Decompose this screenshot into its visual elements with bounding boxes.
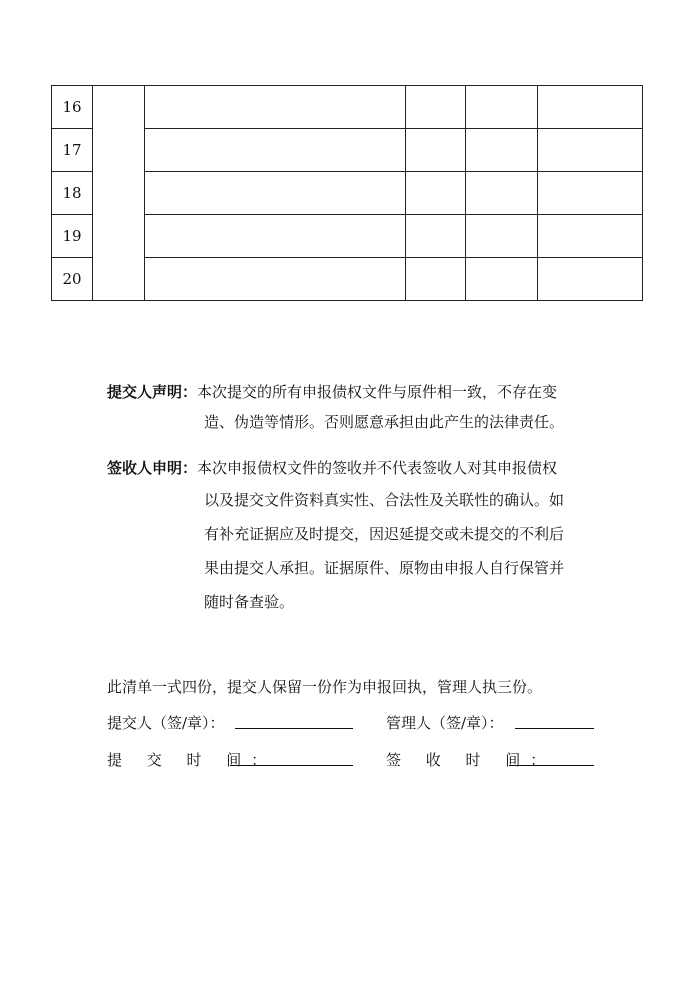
table-cell bbox=[145, 86, 406, 129]
statement-text: 以及提交文件资料真实性、合法性及关联性的确认。如 bbox=[204, 491, 565, 509]
row-number: 16 bbox=[52, 86, 93, 129]
table-cell bbox=[406, 129, 466, 172]
table-cell bbox=[538, 86, 643, 129]
table-cell bbox=[406, 258, 466, 301]
statement-text: 本次申报债权文件的签收并不代表签收人对其申报债权 bbox=[197, 459, 558, 477]
table-cell bbox=[406, 86, 466, 129]
submitter-signature-line[interactable] bbox=[235, 714, 353, 729]
statement-text: 有补充证据应及时提交，因迟延提交或未提交的不利后 bbox=[204, 525, 565, 543]
table-cell bbox=[538, 172, 643, 215]
statement-text: 果由提交人承担。证据原件、原物由申报人自行保管并 bbox=[204, 559, 565, 577]
table-cell bbox=[145, 258, 406, 301]
manager-sign-label: 管理人（签/章）： bbox=[386, 714, 504, 732]
table-cell bbox=[466, 258, 538, 301]
table-cell bbox=[538, 129, 643, 172]
submitter-sign-label: 提交人（签/章）： bbox=[107, 714, 225, 732]
table-cell bbox=[145, 172, 406, 215]
table-cell bbox=[145, 215, 406, 258]
submitter-statement bbox=[107, 377, 607, 437]
merged-cell bbox=[93, 86, 145, 301]
table-cell bbox=[466, 129, 538, 172]
submit-time-label: 提 交 时 间： bbox=[107, 751, 277, 769]
table-cell bbox=[538, 215, 643, 258]
submitter-statement-label: 提交人声明： bbox=[107, 383, 198, 401]
table-row bbox=[52, 86, 643, 129]
row-number: 18 bbox=[52, 172, 93, 215]
table-cell bbox=[406, 215, 466, 258]
receive-time-line[interactable] bbox=[509, 751, 594, 766]
table-cell bbox=[406, 172, 466, 215]
copies-note: 此清单一式四份，提交人保留一份作为申报回执，管理人执三份。 bbox=[107, 678, 543, 696]
row-number: 20 bbox=[52, 258, 93, 301]
table-cell bbox=[466, 215, 538, 258]
statement-text: 本次提交的所有申报债权文件与原件相一致，不存在变 bbox=[197, 383, 558, 401]
receiver-statement-label: 签收人申明： bbox=[107, 459, 198, 477]
receiver-statement bbox=[107, 453, 607, 619]
claims-list-table bbox=[51, 85, 643, 301]
table-cell bbox=[145, 129, 406, 172]
manager-signature-line[interactable] bbox=[515, 714, 594, 729]
table-cell bbox=[538, 258, 643, 301]
row-number: 17 bbox=[52, 129, 93, 172]
row-number: 19 bbox=[52, 215, 93, 258]
table-cell bbox=[466, 86, 538, 129]
statement-text: 随时备查验。 bbox=[204, 593, 295, 611]
submit-time-line[interactable] bbox=[230, 751, 353, 766]
receive-time-label: 签 收 时 间： bbox=[386, 751, 556, 769]
statement-text: 造、伪造等情形。否则愿意承担由此产生的法律责任。 bbox=[204, 413, 565, 431]
table-cell bbox=[466, 172, 538, 215]
